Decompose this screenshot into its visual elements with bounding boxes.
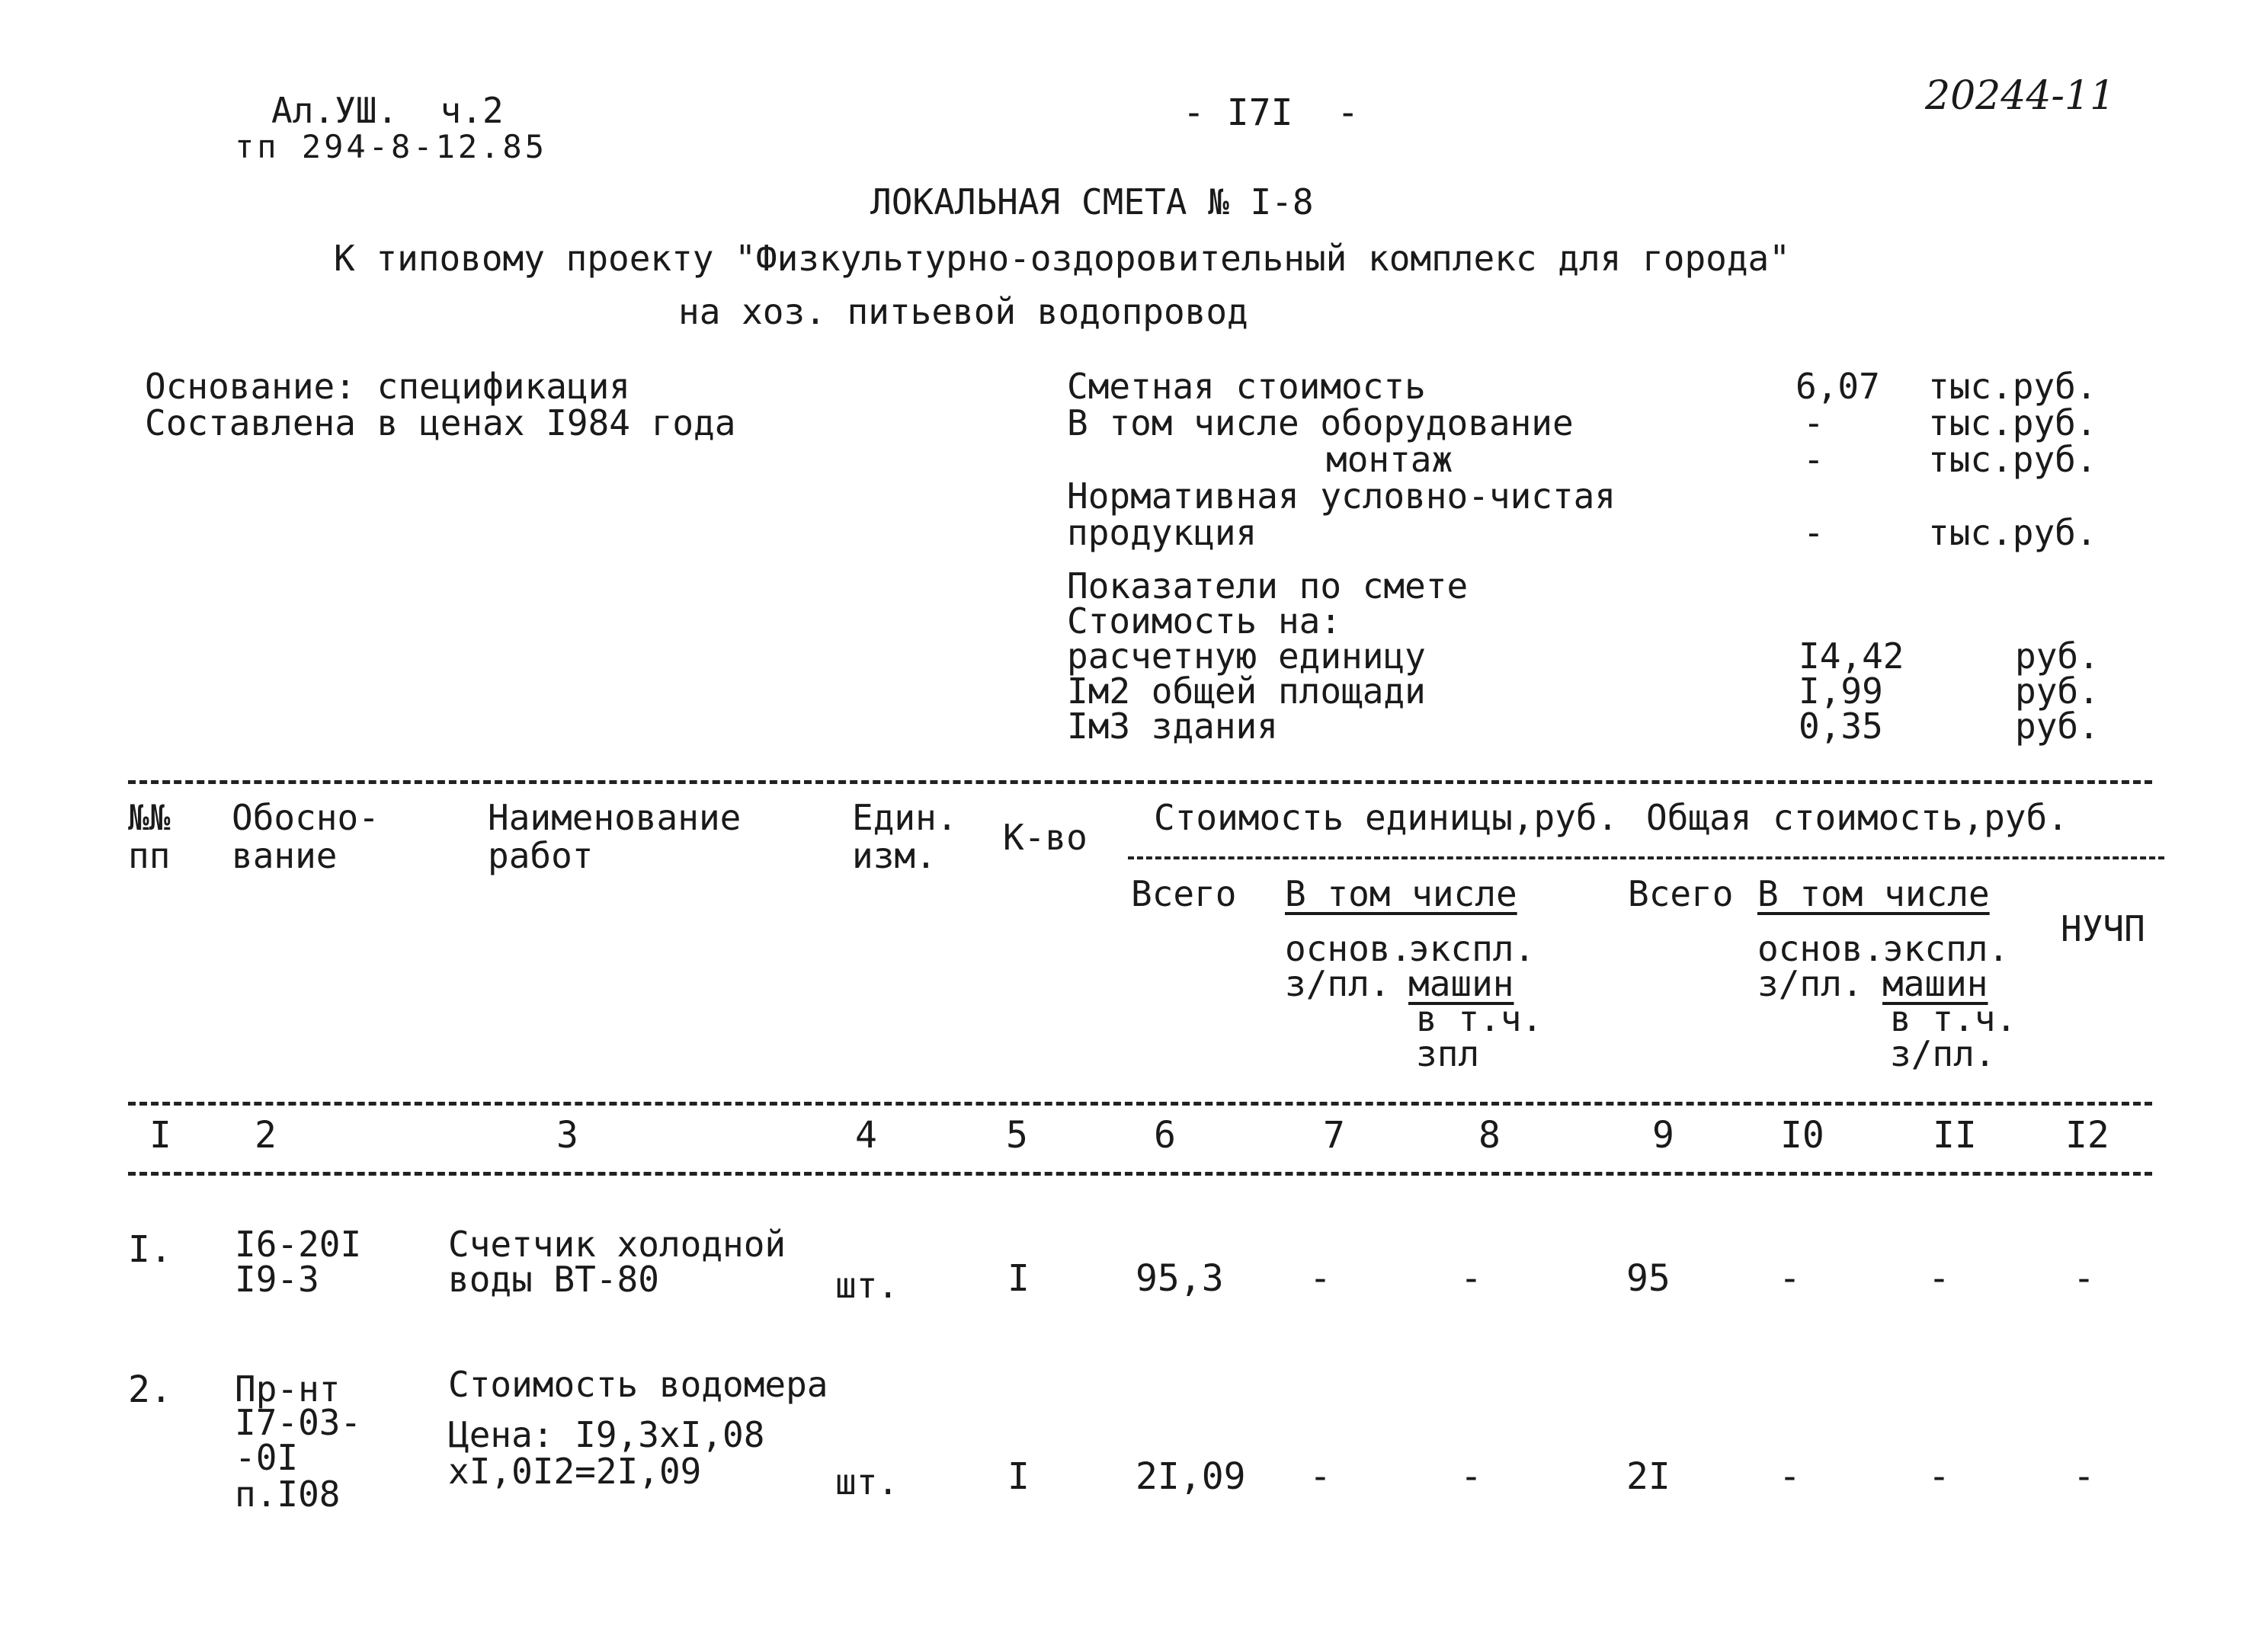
- col-header-unit: Един.: [852, 797, 958, 838]
- col-header-total: Всего: [1131, 873, 1237, 914]
- summary-label: Нормативная условно-чистая: [1067, 475, 1616, 517]
- row-name: воды ВТ-80: [448, 1259, 659, 1300]
- row-name: Счетчик холодной: [448, 1224, 786, 1265]
- row-total-machine: -: [1928, 1455, 1950, 1498]
- indicators-subheading: Стоимость на:: [1067, 600, 1342, 642]
- col-header-wage: з/пл.: [1757, 963, 1863, 1004]
- column-number: 9: [1652, 1114, 1674, 1157]
- album-code: Ал.УШ. ч.2: [271, 90, 504, 131]
- col-header-incl: В том числе: [1285, 873, 1517, 914]
- col-header-machine: зпл: [1416, 1033, 1480, 1074]
- column-number: II: [1933, 1114, 1977, 1157]
- summary-unit: тыс.руб.: [1928, 439, 2097, 480]
- col-header-nuchp: НУЧП: [2061, 908, 2145, 949]
- row-basis: I6-20I: [235, 1224, 362, 1265]
- indicator-label: Iм3 здания: [1067, 706, 1278, 747]
- system-name: на хоз. питьевой водопровод: [678, 291, 1248, 332]
- row-unit-machine: -: [1460, 1257, 1482, 1300]
- column-number: I: [149, 1114, 171, 1157]
- row-unit: шт.: [835, 1265, 899, 1306]
- row-unit-wage: -: [1309, 1257, 1331, 1300]
- indicator-value: I4,42: [1799, 635, 1904, 677]
- row-total: 2I: [1626, 1455, 1671, 1498]
- row-basis: -0I: [235, 1437, 299, 1478]
- row-number: 2.: [128, 1368, 172, 1411]
- col-header-name: работ: [488, 835, 594, 876]
- col-header-qty: К-во: [1003, 817, 1088, 858]
- row-qty: I: [1007, 1455, 1030, 1498]
- header-bottom-rule: [128, 1102, 2152, 1106]
- basis-line: Основание: спецификация: [145, 366, 630, 407]
- col-header-total-cost: Общая стоимость,руб.: [1646, 797, 2068, 838]
- col-header-machine: экспл.: [1882, 928, 2010, 969]
- col-header-machine: машин: [1882, 963, 1988, 1004]
- indicator-value: I,99: [1799, 670, 1883, 712]
- indicator-label: расчетную единицу: [1067, 635, 1426, 677]
- row-name: Стоимость водомера: [448, 1364, 828, 1405]
- row-qty: I: [1007, 1257, 1030, 1300]
- project-code: тп 294-8-12.85: [235, 128, 548, 165]
- indicator-value: 0,35: [1799, 706, 1883, 747]
- col-header-machine: з/пл.: [1890, 1033, 1996, 1074]
- col-header-machine: в т.ч.: [1416, 998, 1543, 1039]
- summary-unit: тыс.руб.: [1928, 366, 2097, 407]
- column-number: 2: [255, 1114, 277, 1157]
- col-header-incl: В том числе: [1757, 873, 1990, 914]
- archive-number: 20244-11: [1925, 73, 2116, 119]
- col-header-basis: вание: [232, 835, 338, 876]
- col-header-num: пп: [128, 835, 171, 876]
- col-header-wage: з/пл.: [1285, 963, 1391, 1004]
- column-number: 5: [1006, 1114, 1028, 1157]
- column-number: 3: [556, 1114, 578, 1157]
- col-header-num: №№: [128, 797, 171, 838]
- row-nuchp: -: [2073, 1455, 2095, 1498]
- col-header-basis: Обосно-: [232, 797, 380, 838]
- column-number: 4: [855, 1114, 877, 1157]
- summary-value: -: [1803, 439, 1824, 480]
- project-name: К типовому проекту "Физкультурно-оздоровительный комплекс для города": [334, 238, 1790, 279]
- summary-unit: тыс.руб.: [1928, 402, 2097, 443]
- row-total: 95: [1626, 1257, 1671, 1300]
- row-basis: I7-03-: [235, 1402, 362, 1443]
- col-header-name: Наименование: [488, 797, 742, 838]
- column-number: I0: [1780, 1114, 1824, 1157]
- row-number: I.: [128, 1228, 172, 1271]
- column-number-rule: [128, 1172, 2152, 1176]
- row-basis: Пр-нт: [235, 1368, 341, 1410]
- summary-label: продукция: [1067, 512, 1257, 553]
- table-top-rule: [128, 780, 2152, 784]
- col-header-unit: изм.: [852, 835, 937, 876]
- summary-unit: тыс.руб.: [1928, 512, 2097, 553]
- indicator-unit: руб.: [2015, 635, 2100, 677]
- col-header-wage: основ.: [1757, 928, 1885, 969]
- column-number: I2: [2065, 1114, 2109, 1157]
- indicator-label: Iм2 общей площади: [1067, 670, 1426, 712]
- summary-label: монтаж: [1326, 439, 1453, 480]
- col-header-wage: основ.: [1285, 928, 1412, 969]
- document-title: ЛОКАЛЬНАЯ СМЕТА № I-8: [870, 181, 1314, 222]
- col-header-unit-cost: Стоимость единицы,руб.: [1154, 797, 1619, 838]
- summary-label: Сметная стоимость: [1067, 366, 1426, 407]
- indicator-unit: руб.: [2015, 670, 2100, 712]
- column-number: 8: [1478, 1114, 1501, 1157]
- row-unit-wage: -: [1309, 1455, 1331, 1498]
- row-total-wage: -: [1779, 1455, 1801, 1498]
- row-unit-machine: -: [1460, 1455, 1482, 1498]
- price-level-line: Составлена в ценах I984 года: [145, 402, 736, 443]
- col-header-machine: в т.ч.: [1890, 998, 2017, 1039]
- indicator-unit: руб.: [2015, 706, 2100, 747]
- summary-value: -: [1803, 402, 1824, 443]
- row-basis: I9-3: [235, 1259, 319, 1300]
- col-header-total: Всего: [1628, 873, 1734, 914]
- row-basis: п.I08: [235, 1474, 341, 1515]
- indicators-heading: Показатели по смете: [1067, 565, 1469, 606]
- header-sub-rule: [1128, 856, 2164, 859]
- column-number: 6: [1154, 1114, 1176, 1157]
- summary-label: В том числе оборудование: [1067, 402, 1574, 443]
- row-nuchp: -: [2073, 1257, 2095, 1300]
- row-unit-total: 2I,09: [1136, 1455, 1246, 1498]
- column-number: 7: [1323, 1114, 1345, 1157]
- row-name: xI,0I2=2I,09: [448, 1451, 702, 1492]
- summary-value: 6,07: [1796, 366, 1880, 407]
- row-name: Цена: I9,3xI,08: [448, 1414, 765, 1455]
- col-header-machine: машин: [1408, 963, 1514, 1004]
- row-total-machine: -: [1928, 1257, 1950, 1300]
- summary-value: -: [1803, 512, 1824, 553]
- page-number: - I7I -: [1183, 91, 1360, 134]
- row-unit-total: 95,3: [1136, 1257, 1224, 1300]
- row-unit: шт.: [835, 1461, 899, 1503]
- col-header-machine: экспл.: [1408, 928, 1536, 969]
- row-total-wage: -: [1779, 1257, 1801, 1300]
